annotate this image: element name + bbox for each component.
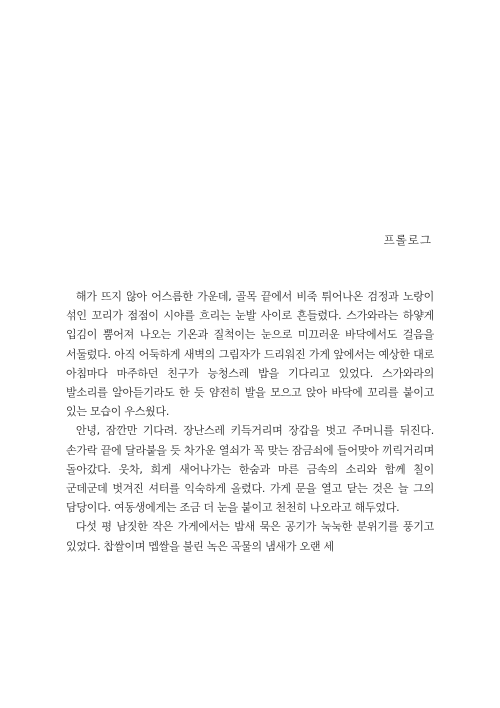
chapter-title: 프롤로그	[383, 233, 432, 247]
paragraph: 해가 뜨지 않아 어스름한 가운데, 골목 끝에서 비죽 튀어나온 검정과 노랑이 섞인 꼬리가 점점이 시야를 흐리는 눈발 사이로 흔들렸다. 스가와라는 하얗게 입김이 뿜어져 나오는 기온과 질척이는 눈으로 미끄러운 바닥에서도 걸음을 서둘렀다. 아직 어둑하게 새벽의 그림자가 드리워진 가게 앞에서는 예상한 대로 아침마다 마주하던 친구가 능청스레 밥을 기다리고 있었다. 스가와라의 발소리를 알아듣기라도 한 듯 얌전히 발을 모으고 앉아 바닥에 꼬리를 붙이고 있는 모습이 우스웠다.	[66, 290, 434, 419]
paragraph: 안녕, 잠깐만 기다려. 장난스레 키득거리며 장갑을 벗고 주머니를 뒤진다. 손가락 끝에 달라붙을 듯 차가운 열쇠가 꼭 맞는 잠금쇠에 들어맞아 끼릭거리며 돌아갔다. 웃차, 희게 새어나가는 한숨과 마른 금속의 소리와 함께 칠이 군데군데 벗겨진 셔터를 익숙하게 올렸다. 가게 문을 열고 닫는 것은 늘 그의 담당이다. 여동생에게는 조금 더 눈을 붙이고 천천히 나오라고 해두었다.	[66, 424, 434, 515]
body-text	[66, 287, 434, 556]
paragraph: 다섯 평 남짓한 작은 가게에서는 밤새 묵은 공기가 눅눅한 분위기를 풍기고 있었다. 찹쌀이며 멥쌀을 불린 녹은 곡물의 냄새가 오랜 세	[66, 520, 434, 553]
